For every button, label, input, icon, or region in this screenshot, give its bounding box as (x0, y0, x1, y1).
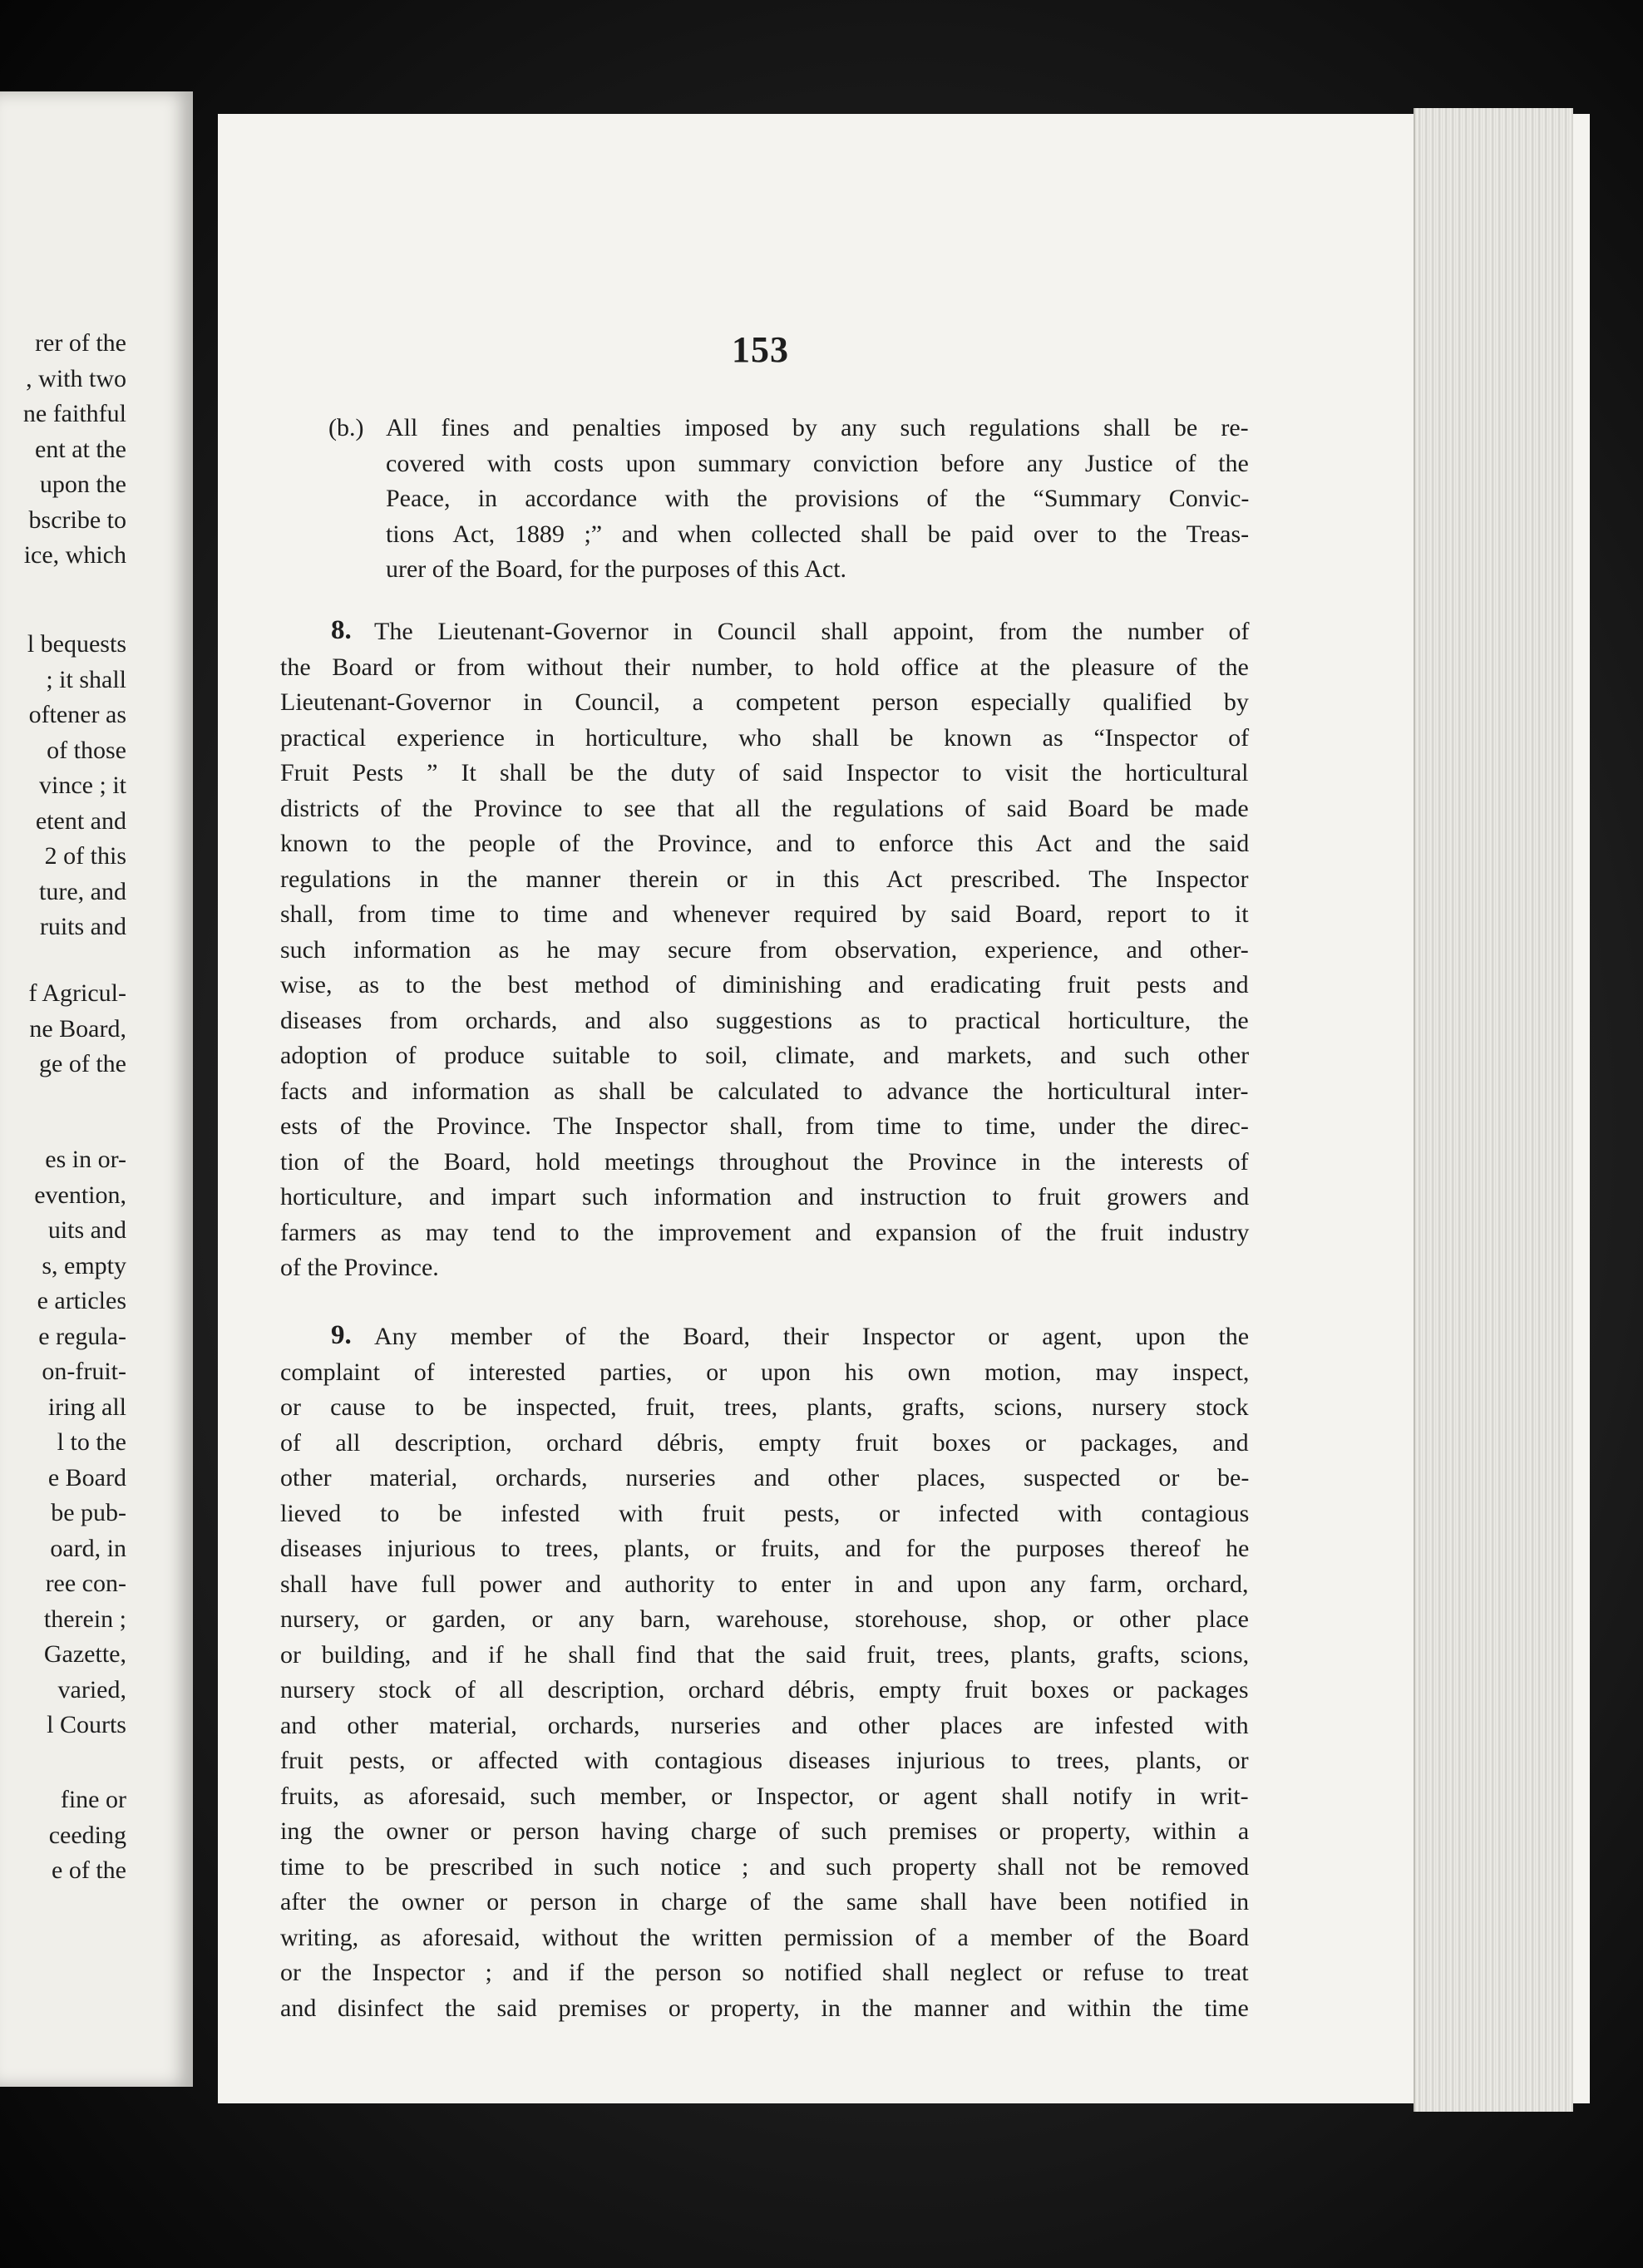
section-8-number: 8. (331, 615, 352, 645)
text-line: or the Inspector ; and if the person so notified shall neglect or refuse to treat (280, 1959, 1249, 1986)
text-line: practical experience in horticulture, who shall be known as “Inspector of (280, 723, 1250, 752)
text-line: urer of the Board, for the purposes of this Act. (386, 555, 847, 583)
text-line: horticulture, and impart such information and instruction to fruit growers and (280, 1183, 1250, 1210)
left-page-line: bscribe to (28, 505, 126, 534)
left-page-line: l to the (57, 1428, 126, 1456)
left-page-line: 2 of this (44, 842, 126, 870)
left-page-line: e of the (52, 1856, 126, 1884)
left-page-line: uits and (47, 1216, 126, 1244)
page-edges (1414, 108, 1573, 2112)
text-line: and other material, orchards, nurseries and other places are infested with (280, 1711, 1249, 1739)
left-page-line: on-fruit- (42, 1358, 126, 1385)
text-line: such information as he may secure from observation, experience, and other- (280, 935, 1249, 964)
section-9-number: 9. (331, 1320, 352, 1350)
text-line: Fruit Pests ” It shall be the duty of said Inspector to visit the horticultural (280, 759, 1249, 786)
left-page (0, 91, 193, 2087)
text-line: districts of the Province to see that all the regulations of said Board be made (280, 794, 1249, 822)
section-9-first-line: Any member of the Board, their Inspector or agent, upon the (374, 1323, 1250, 1350)
text-line: known to the people of the Province, and to enforce this Act and the said (280, 830, 1250, 857)
text-line: or cause to be inspected, fruit, trees, plants, grafts, scions, nursery stock (280, 1393, 1249, 1421)
left-page-line: f Agricul- (28, 979, 126, 1007)
section-8-first-line: The Lieutenant-Governor in Council shall appoint, from the number of (374, 618, 1250, 645)
text-line: Lieutenant-Governor in Council, a competent person especially qualified by (280, 688, 1249, 716)
text-line: fruits, as aforesaid, such member, or Inspector, or agent shall notify in writ- (280, 1782, 1249, 1810)
left-page-line: be pub- (51, 1499, 126, 1526)
left-page-line: ge of the (39, 1050, 126, 1077)
left-page-line: es in or- (45, 1146, 126, 1173)
text-line: Peace, in accordance with the provisions of the “Summary Convic- (386, 485, 1250, 512)
page-number: 153 (732, 329, 789, 370)
text-line: other material, orchards, nurseries and other places, suspected or be- (280, 1464, 1250, 1491)
text-line: after the owner or person in charge of the same shall have been notified in (280, 1888, 1250, 1915)
left-page-line: ture, and (39, 877, 126, 905)
text-line: writing, as aforesaid, without the written permission of a member of the Board (280, 1923, 1250, 1951)
left-page-line: iring all (47, 1393, 126, 1421)
text-line: or building, and if he shall find that the said fruit, trees, plants, grafts, scions, (280, 1640, 1250, 1669)
text-line: farmers as may tend to the improvement and expansion of the fruit industry (280, 1218, 1250, 1246)
text-line: of the Province. (280, 1254, 439, 1281)
clause-b-label: (b.) (328, 414, 364, 441)
left-page-line: ruits and (39, 913, 126, 940)
left-page-line: ne faithful (22, 400, 126, 427)
text-line: facts and information as shall be calculated to advance the horticultural inter- (280, 1077, 1249, 1105)
text-line: nursery stock of all description, orchard débris, empty fruit boxes or packages (280, 1676, 1249, 1703)
left-page-line: s, empty (42, 1251, 126, 1279)
left-page-line: vince ; it (39, 772, 126, 799)
left-page-line: l Courts (47, 1711, 126, 1738)
text-line: covered with costs upon summary conviction before any Justice of the (386, 449, 1249, 477)
left-page-line: varied, (57, 1675, 126, 1703)
left-page-line: ree con- (45, 1570, 126, 1597)
text-line: fruit pests, or affected with contagious diseases injurious to trees, plants, or (280, 1747, 1249, 1774)
text-line: ests of the Province. The Inspector shall, from time to time, under the direc- (280, 1112, 1249, 1140)
text-line: nursery, or garden, or any barn, warehouse, storehouse, shop, or other place (280, 1605, 1249, 1633)
left-page-line: therein ; (43, 1605, 126, 1633)
left-page-line: of those (47, 736, 126, 764)
clause-b-first-line: All fines and penalties imposed by any such regulations shall be re- (386, 414, 1249, 441)
left-page-line: oftener as (28, 701, 126, 728)
left-page-line: ice, which (23, 541, 126, 569)
left-page-line: etent and (35, 806, 126, 835)
left-page-line: ent at the (35, 435, 126, 463)
left-page-line: ; it shall (46, 665, 126, 693)
left-page-line: ceeding (48, 1821, 126, 1849)
text-line: shall have full power and authority to enter in and upon any farm, orchard, (280, 1570, 1249, 1598)
left-page-line: upon the (39, 471, 126, 498)
text-line: wise, as to the best method of diminishing and eradicating fruit pests and (280, 971, 1249, 998)
left-page-line: Gazette, (43, 1640, 126, 1668)
text-line: tion of the Board, hold meetings throughout the Province in the interests of (280, 1147, 1249, 1176)
left-page-line: e regula- (38, 1322, 126, 1350)
text-line: diseases injurious to trees, plants, or fruits, and for the purposes thereof he (280, 1535, 1250, 1562)
left-page-line: e articles (37, 1287, 126, 1314)
text-line: of all description, orchard débris, empty fruit boxes or packages, and (280, 1428, 1249, 1457)
text-line: complaint of interested parties, or upon his own motion, may inspect, (280, 1358, 1250, 1386)
left-page-line: oard, in (50, 1534, 126, 1562)
text-line: diseases from orchards, and also suggestions as to practical horticulture, the (280, 1006, 1249, 1034)
text-line: the Board or from without their number, to hold office at the pleasure of the (280, 653, 1249, 681)
left-page-line: fine or (60, 1786, 126, 1813)
text-line: time to be prescribed in such notice ; and such property shall not be removed (280, 1852, 1250, 1881)
text-line: lieved to be infested with fruit pests, or infected with contagious (280, 1499, 1250, 1527)
text-line: tions Act, 1889 ;” and when collected shall be paid over to the Treas- (386, 520, 1250, 548)
text-line: shall, from time to time and whenever required by said Board, report to it (280, 900, 1249, 928)
left-page-line: , with two (26, 364, 126, 392)
left-page-line: l bequests (27, 630, 126, 658)
text-line: ing the owner or person having charge of such premises or property, within a (280, 1817, 1250, 1845)
left-page-line: e Board (47, 1463, 126, 1491)
text-line: adoption of produce suitable to soil, climate, and markets, and such other (280, 1042, 1250, 1069)
left-page-line: rer of the (35, 329, 126, 357)
text-line: regulations in the manner therein or in this Act prescribed. The Inspector (280, 865, 1249, 893)
text-line: and disinfect the said premises or property, in the manner and within the time (280, 1994, 1249, 2022)
left-page-line: evention, (34, 1181, 126, 1209)
left-page-line: ne Board, (29, 1014, 126, 1043)
